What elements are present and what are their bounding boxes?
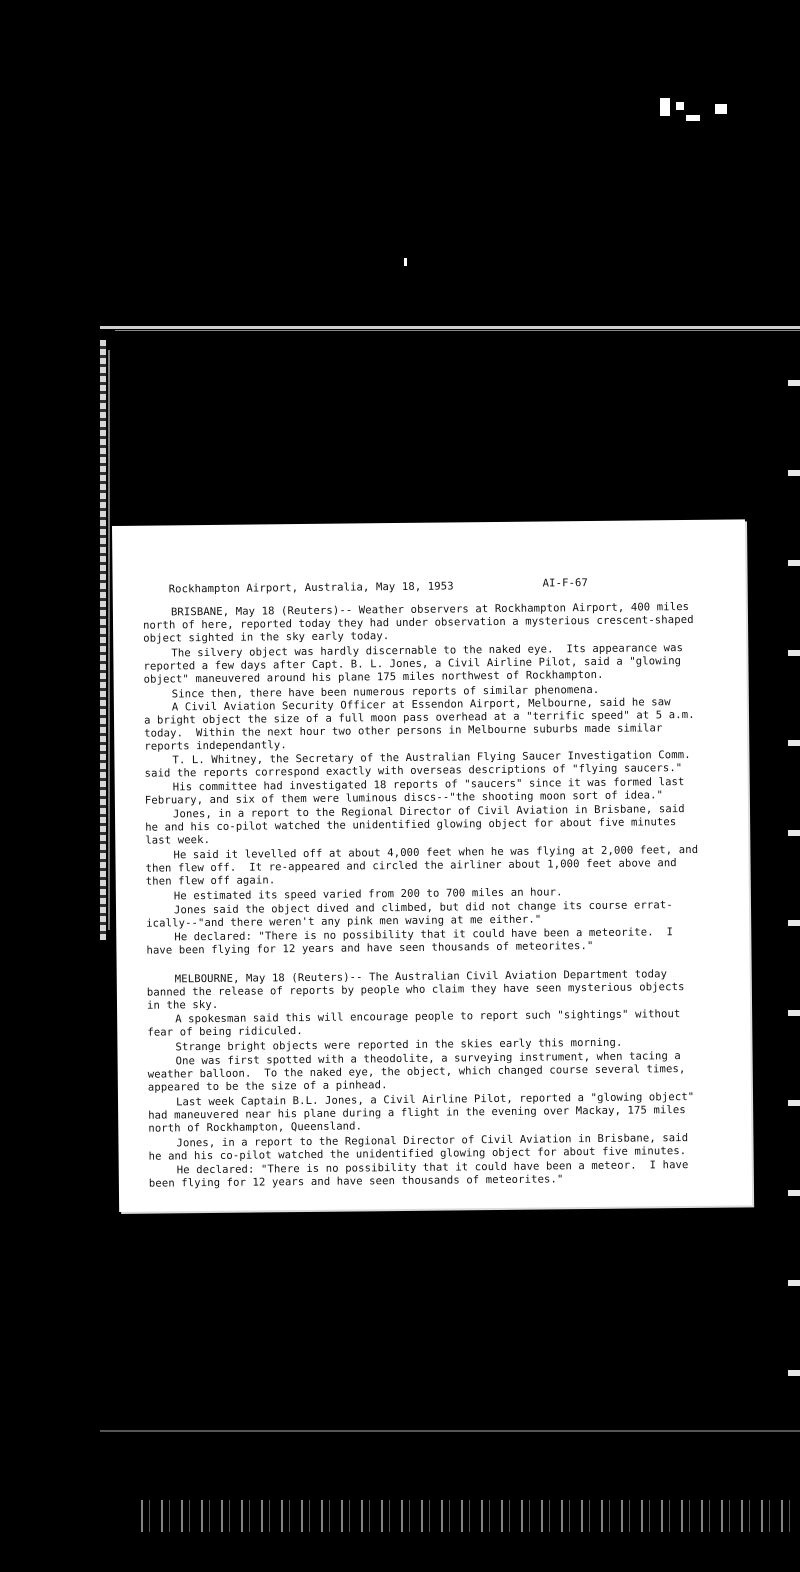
- text-line: Jones, in a report to the Regional Director of Civil Aviation in Brisbane, said: [172, 803, 685, 821]
- text-line: a bright object the size of a full moon pass overhead at a "terrific speed" at 5 a.m.: [143, 708, 695, 727]
- text-line: BRISBANE, May 18 (Reuters)-- Weather observers at Rockhampton Airport, 400 miles: [170, 600, 690, 619]
- scan-speck: [404, 258, 407, 266]
- folder-top-shadow: [115, 330, 800, 331]
- text-line: He estimated its speed varied from 200 to 700 miles an hour.: [173, 886, 563, 903]
- text-line: fear of being ridiculed.: [147, 1025, 303, 1039]
- text-line: north of here, reported today they had under observation a mysterious crescent-shaped: [142, 613, 694, 632]
- text-line: he and his co-pilot watched the unidentified glowing object for about five minutes.: [148, 1145, 687, 1163]
- scan-speck: [715, 104, 727, 114]
- folder-top-edge: [100, 326, 800, 329]
- text-line: have been flying for 12 years and have seen thousands of meteorites.": [146, 939, 594, 957]
- text-line: He said it levelled off at about 4,000 feet when he was flying at 2,000 feet, and: [173, 843, 699, 862]
- text-line: Last week Captain B.L. Jones, a Civil Airline Pilot, reported a "glowing object": [175, 1090, 695, 1109]
- text-line: Since then, there have been numerous reports of similar phenomena.: [171, 683, 600, 701]
- text-line: then flew off. It re-appeared and circled the airliner about 1,000 feet above and: [145, 857, 677, 875]
- text-line: then flew off again.: [145, 874, 276, 888]
- document-title: Rockhampton Airport, Australia, May 18, 1953: [168, 580, 454, 596]
- scan-speck: [660, 98, 670, 116]
- text-line: ically--"and there weren't any pink men waving at me either.": [146, 913, 542, 930]
- text-line: His committee had investigated 18 reports of "saucers" since it was formed last: [172, 776, 685, 794]
- text-line: last week.: [145, 833, 211, 847]
- text-line: T. L. Whitney, the Secretary of the Australian Flying Saucer Investigation Comm.: [172, 748, 691, 767]
- binder-strip-shadow: [108, 350, 110, 930]
- text-line: The silvery object was hardly discernable to the naked eye. Its appearance was: [171, 642, 684, 660]
- text-line: said the reports correspond exactly with overseas descriptions of "flying saucers.": [144, 762, 683, 780]
- text-line: north of Rockhampton, Queensland.: [148, 1120, 363, 1135]
- typed-report: [112, 519, 752, 1212]
- text-line: in the sky.: [146, 998, 219, 1012]
- text-line: he and his co-pilot watched the unidentified glowing object for about five minutes: [145, 816, 677, 834]
- text-line: A Civil Aviation Security Officer at Essendon Airport, Melbourne, said he saw: [171, 696, 671, 714]
- text-line: object sighted in the sky early today.: [143, 630, 390, 645]
- text-line: banned the release of reports by people who claim they have seen mysterious objects: [146, 981, 685, 999]
- text-line: February, and six of them were luminous discs--"the shooting moon sort of idea.": [144, 789, 664, 807]
- text-line: He declared: "There is no possibility that it could have been a meteorite. I: [174, 926, 674, 944]
- binder-strip: [100, 340, 106, 940]
- text-line: reported a few days after Capt. B. L. Jones, a Civil Airline Pilot, said a "glowing: [143, 655, 682, 673]
- document-sheet: [112, 519, 752, 1212]
- text-line: Jones, in a report to the Regional Director of Civil Aviation in Brisbane, said: [176, 1132, 689, 1150]
- text-line: reports independantly.: [144, 739, 287, 753]
- scan-noise: [130, 1500, 800, 1532]
- text-line: MELBOURNE, May 18 (Reuters)-- The Australian Civil Aviation Department today: [174, 968, 668, 986]
- case-id: AI-F-67: [542, 577, 589, 590]
- text-line: today. Within the next hour two other persons in Melbourne suburbs made similar: [144, 722, 663, 740]
- scan-speck: [686, 115, 700, 121]
- text-line: had maneuvered near his plane during a flight in the evening over Mackay, 175 miles: [148, 1104, 686, 1122]
- page-right-edge: [788, 340, 800, 1440]
- text-line: object" maneuvered around his plane 175 miles northwest of Rockhampton.: [143, 668, 604, 686]
- text-line: been flying for 12 years and have seen thousands of meteorites.": [148, 1173, 564, 1190]
- text-line: A spokesman said this will encourage people to report such "sightings" without: [175, 1008, 681, 1026]
- text-line: appeared to be the size of a pinhead.: [147, 1079, 388, 1094]
- folder-bottom-edge: [100, 1430, 800, 1432]
- text-line: weather balloon. To the naked eye, the object, which changed course several times,: [147, 1063, 686, 1081]
- text-line: One was first spotted with a theodolite, a surveying instrument, when tacing a: [175, 1050, 681, 1068]
- text-line: Jones said the object dived and climbed, but did not change its course errat-: [173, 899, 673, 917]
- text-line: He declared: "There is no possibility that it could have been a meteor. I have: [176, 1158, 689, 1177]
- scan-speck: [676, 102, 684, 110]
- text-line: Strange bright objects were reported in the skies early this morning.: [175, 1036, 623, 1054]
